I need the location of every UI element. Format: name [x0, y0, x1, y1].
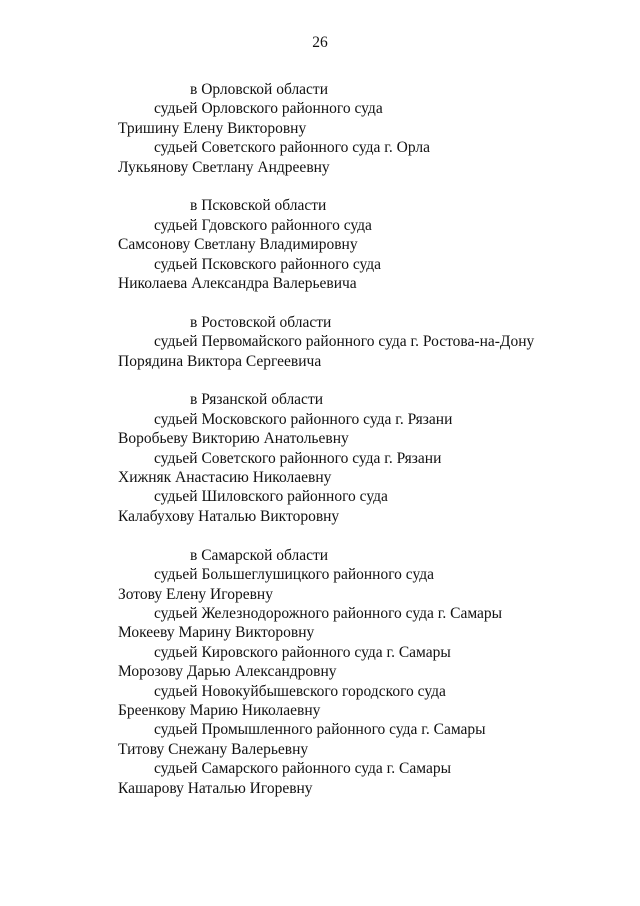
appointee-name: Титову Снежану Валерьевну — [118, 740, 309, 758]
appointee-name: Самсонову Светлану Владимировну — [118, 236, 358, 254]
court-position: судьей Советского районного суда г. Орла — [154, 139, 430, 157]
court-position: судьей Кировского районного суда г. Самары — [154, 643, 451, 661]
court-position: судьей Новокуйбышевского городского суда — [154, 682, 446, 700]
region-section — [118, 196, 618, 293]
appointee-name: Калабухову Наталью Викторовну — [118, 507, 340, 525]
page-number: 26 — [312, 34, 328, 51]
court-position: судьей Гдовского районного суда — [154, 216, 372, 234]
region-heading: в Псковской области — [190, 197, 327, 215]
court-position: судьей Железнодорожного районного суда г. Самары — [154, 604, 503, 622]
region-heading: в Ростовской области — [190, 313, 332, 331]
court-position: судьей Псковского районного суда — [154, 255, 382, 273]
region-heading: в Рязанской области — [190, 391, 324, 409]
region-heading: в Орловской области — [190, 81, 329, 98]
appointee-name: Морозову Дарью Александровну — [118, 663, 337, 681]
appointee-name: Бреенкову Марию Николаевну — [118, 701, 321, 719]
court-position: судьей Первомайского районного суда г. Ростова-на-Дону — [154, 333, 535, 351]
appointee-name: Мокееву Марину Викторовну — [118, 624, 315, 642]
region-section — [118, 80, 618, 177]
appointee-name: Кашарову Наталью Игоревну — [118, 779, 313, 797]
appointee-name: Тришину Елену Викторовну — [118, 119, 307, 137]
appointee-name: Николаева Александра Валерьевича — [118, 275, 357, 293]
appointee-name: Порядина Виктора Сергеевича — [118, 352, 322, 370]
court-position: судьей Московского районного суда г. Рязани — [154, 410, 453, 428]
court-position: судьей Советского районного суда г. Рязани — [154, 449, 442, 467]
appointee-name: Воробьеву Викторию Анатольевну — [118, 430, 349, 448]
court-position: судьей Орловского районного суда — [154, 100, 383, 118]
region-section — [118, 390, 618, 526]
region-section — [118, 546, 618, 798]
court-position: судьей Самарского районного суда г. Самары — [154, 760, 451, 778]
region-section — [118, 313, 618, 371]
appointee-name: Зотову Елену Игоревну — [118, 585, 273, 603]
appointee-name: Лукьянову Светлану Андреевну — [118, 158, 330, 176]
region-heading: в Самарской области — [190, 546, 329, 564]
court-position: судьей Большеглушицкого районного суда — [154, 566, 435, 584]
court-position: судьей Шиловского районного суда — [154, 488, 388, 506]
appointee-name: Хижняк Анастасию Николаевну — [118, 469, 332, 487]
appointment-list — [118, 80, 618, 817]
court-position: судьей Промышленного районного суда г. Самары — [154, 721, 486, 739]
